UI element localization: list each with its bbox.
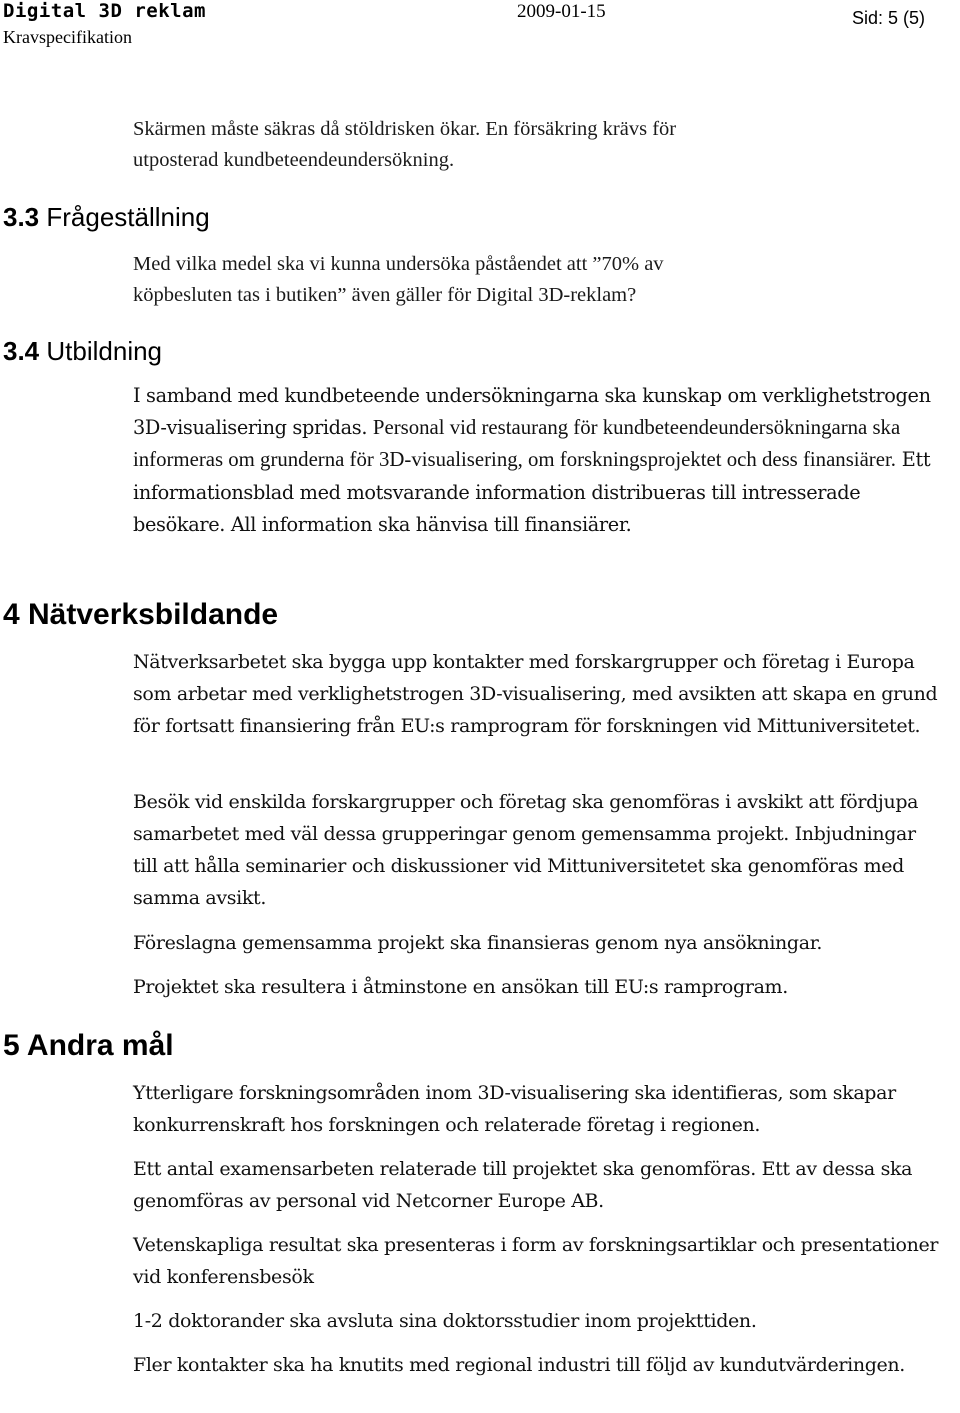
section-4-paragraph-1: Nätverksarbetet ska bygga upp kontakter med forskargrupper och företag i Europa som arbetar med verklighetstrogen 3D-visualisering, med avsikten att skapa en grund för fortsatt finansiering från EU:s ramprogram för forskningen vid Mittuniversitetet. — [133, 651, 938, 737]
intro-line-2: utposterad kundbeteendeundersökning. — [133, 149, 455, 171]
heading-3-4-number: 3.4 — [3, 336, 40, 366]
document-title: Digital 3D reklam — [3, 0, 206, 22]
section-5-paragraph-4: 1-2 doktorander ska avsluta sina doktorsstudier inom projekttiden. — [133, 1310, 757, 1332]
section-5-paragraph-2: Ett antal examensarbeten relaterade till projektet ska genomföras. Ett av dessa ska genomföras av personal vid Netcorner Europe AB. — [133, 1158, 913, 1212]
section-3-4-text-a: I samband med kundbeteende undersökningarna ska kunskap om verklighetstrogen 3D-visualisering spridas. — [133, 384, 931, 440]
section-3-4-text-c: Ett informationsblad med motsvarande information distribueras till intresserade besökare. All information ska hänvisa till finansiärer. — [133, 448, 931, 536]
section-3-3-line-1: Med vilka medel ska vi kunna undersöka påståendet att ”70% av — [133, 253, 664, 275]
intro-line-1: Skärmen måste säkras då stöldrisken ökar. En försäkring krävs för — [133, 118, 677, 140]
heading-3-3-number: 3.3 — [3, 202, 40, 232]
section-4-paragraph-3: Föreslagna gemensamma projekt ska finansieras genom nya ansökningar. — [133, 932, 823, 954]
heading-3-3 — [3, 201, 210, 233]
heading-3-4 — [3, 335, 162, 367]
document-subtitle: Kravspecifikation — [3, 27, 132, 47]
section-3-3-line-2: köpbesluten tas i butiken” även gäller för Digital 3D-reklam? — [133, 284, 637, 306]
document-date: 2009-01-15 — [517, 1, 606, 22]
section-5-paragraph-3: Vetenskapliga resultat ska presenteras i form av forskningsartiklar och presentationer vid konferensbesök — [133, 1234, 939, 1288]
section-5-paragraph-1: Ytterligare forskningsområden inom 3D-visualisering ska identifieras, som skapar konkurrenskraft hos forskningen och relaterade företag i regionen. — [133, 1082, 896, 1136]
page-number: Sid: 5 (5) — [852, 8, 926, 28]
section-5-paragraph-5: Fler kontakter ska ha knutits med regional industri till följd av kundutvärderingen. — [133, 1354, 905, 1376]
section-3-4-text-b: Personal vid restaurang för kundbeteendeundersökningarna ska informeras om grunderna för 3D-visualisering, om forskningsprojektet och dess finansiärer. — [133, 416, 901, 472]
heading-4: 4 Nätverksbildande — [3, 598, 279, 631]
heading-3-3-title: Frågeställning — [46, 202, 210, 232]
section-3-4-paragraph — [133, 380, 943, 541]
heading-3-4-title: Utbildning — [46, 336, 163, 366]
heading-5: 5 Andra mål — [3, 1029, 174, 1062]
section-4-paragraph-4: Projektet ska resultera i åtminstone en ansökan till EU:s ramprogram. — [133, 976, 788, 998]
section-4-paragraph-2: Besök vid enskilda forskargrupper och företag ska genomföras i avskikt att fördjupa samarbetet med väl dessa grupperingar genom gemensamma projekt. Inbjudningar till att hålla seminarier och diskussioner vid Mittuniversitetet ska genomföras med samma avsikt. — [133, 791, 919, 909]
section-3-3-text — [133, 249, 933, 311]
intro-text — [133, 114, 933, 176]
